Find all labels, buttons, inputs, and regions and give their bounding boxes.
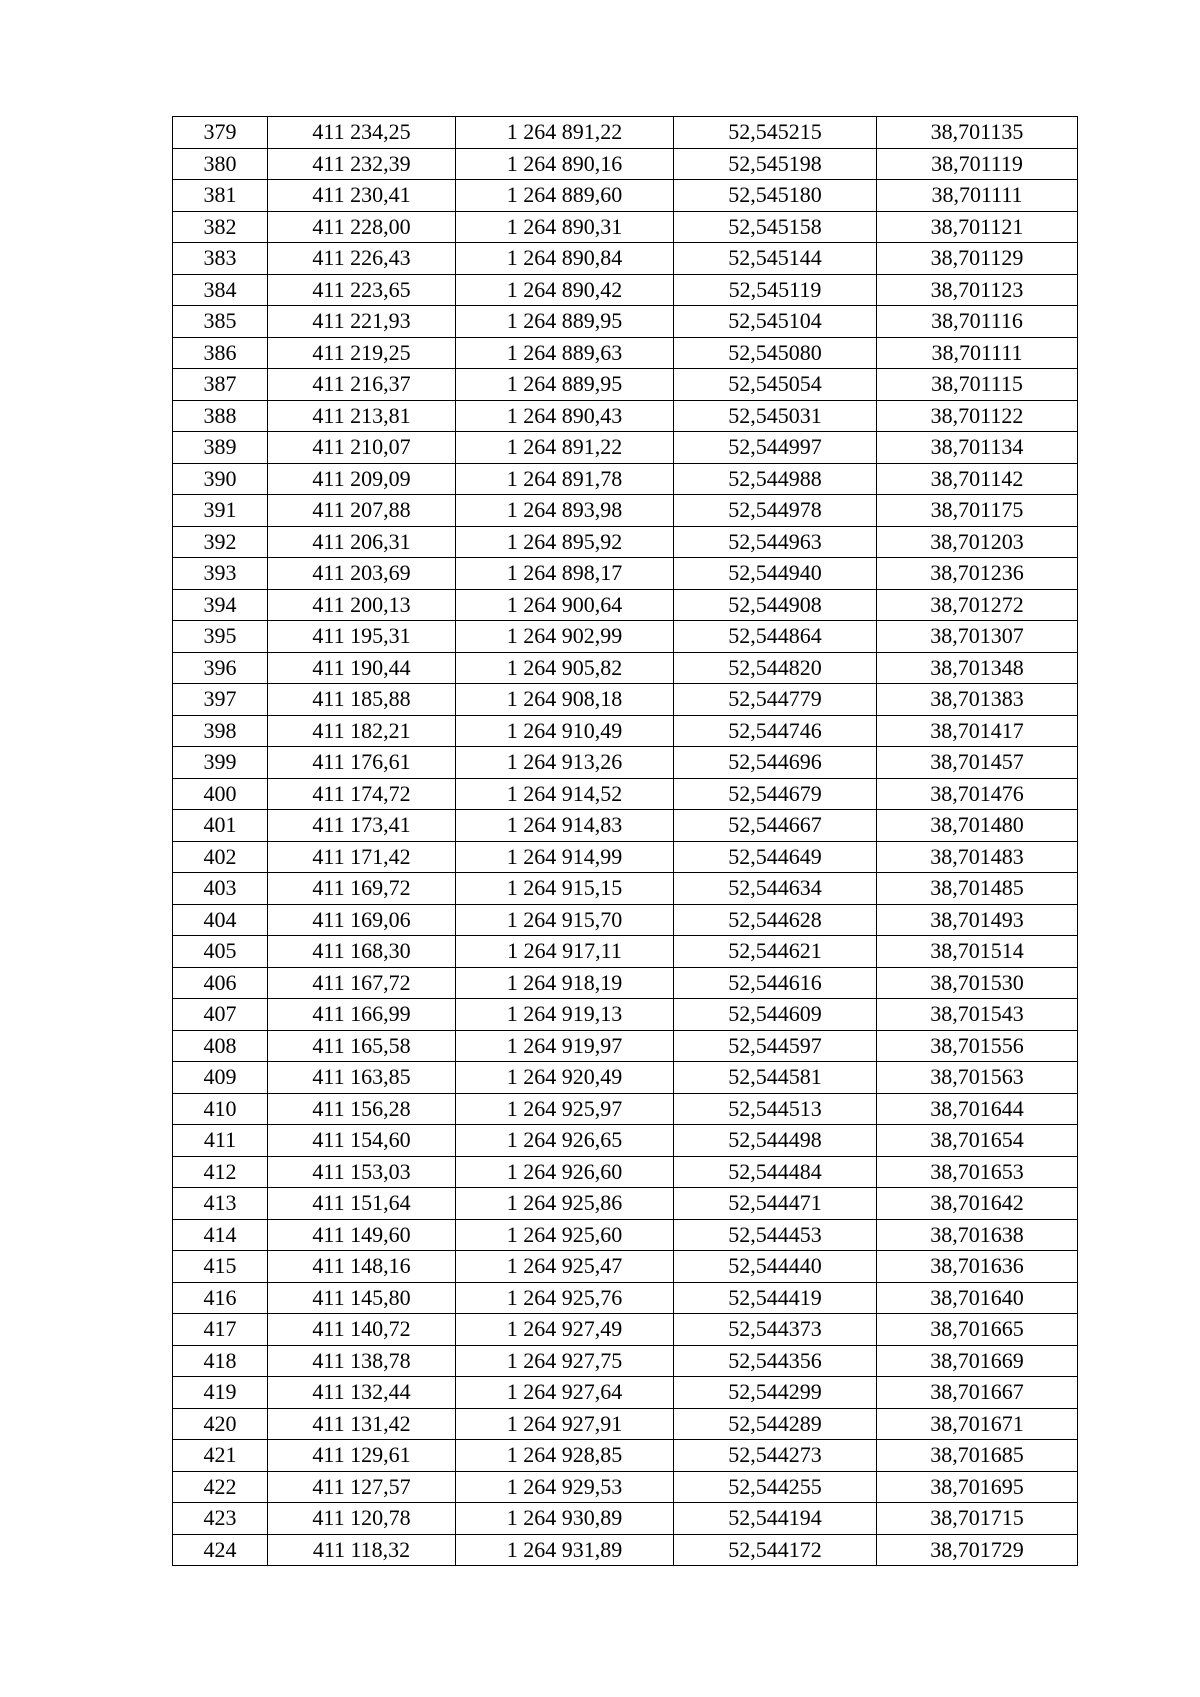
y-coordinate-cell: 1 264 890,31 <box>456 211 674 243</box>
x-coordinate-cell: 411 216,37 <box>268 369 456 401</box>
latitude-cell: 52,544616 <box>674 967 877 999</box>
y-coordinate-cell: 1 264 891,22 <box>456 117 674 149</box>
latitude-cell: 52,545080 <box>674 337 877 369</box>
longitude-cell: 38,701483 <box>877 841 1078 873</box>
y-coordinate-cell: 1 264 925,97 <box>456 1093 674 1125</box>
longitude-cell: 38,701636 <box>877 1251 1078 1283</box>
x-coordinate-cell: 411 149,60 <box>268 1219 456 1251</box>
point-number-cell: 401 <box>173 810 268 842</box>
latitude-cell: 52,545054 <box>674 369 877 401</box>
table-row <box>173 1156 1078 1188</box>
point-number-cell: 390 <box>173 463 268 495</box>
point-number-cell: 398 <box>173 715 268 747</box>
point-number-cell: 385 <box>173 306 268 338</box>
longitude-cell: 38,701116 <box>877 306 1078 338</box>
longitude-cell: 38,701129 <box>877 243 1078 275</box>
longitude-cell: 38,701121 <box>877 211 1078 243</box>
table-row <box>173 652 1078 684</box>
table-row <box>173 747 1078 779</box>
table-row <box>173 1282 1078 1314</box>
point-number-cell: 420 <box>173 1408 268 1440</box>
latitude-cell: 52,544628 <box>674 904 877 936</box>
x-coordinate-cell: 411 120,78 <box>268 1503 456 1535</box>
y-coordinate-cell: 1 264 925,47 <box>456 1251 674 1283</box>
y-coordinate-cell: 1 264 890,42 <box>456 274 674 306</box>
table-row <box>173 1377 1078 1409</box>
x-coordinate-cell: 411 209,09 <box>268 463 456 495</box>
table-row <box>173 274 1078 306</box>
y-coordinate-cell: 1 264 889,60 <box>456 180 674 212</box>
x-coordinate-cell: 411 169,06 <box>268 904 456 936</box>
table-row <box>173 148 1078 180</box>
table-row <box>173 1125 1078 1157</box>
table-row <box>173 1251 1078 1283</box>
point-number-cell: 391 <box>173 495 268 527</box>
latitude-cell: 52,544779 <box>674 684 877 716</box>
longitude-cell: 38,701119 <box>877 148 1078 180</box>
y-coordinate-cell: 1 264 890,84 <box>456 243 674 275</box>
point-number-cell: 382 <box>173 211 268 243</box>
y-coordinate-cell: 1 264 928,85 <box>456 1440 674 1472</box>
x-coordinate-cell: 411 185,88 <box>268 684 456 716</box>
latitude-cell: 52,544453 <box>674 1219 877 1251</box>
y-coordinate-cell: 1 264 927,64 <box>456 1377 674 1409</box>
latitude-cell: 52,544172 <box>674 1534 877 1566</box>
y-coordinate-cell: 1 264 889,95 <box>456 306 674 338</box>
point-number-cell: 417 <box>173 1314 268 1346</box>
table-row <box>173 306 1078 338</box>
latitude-cell: 52,544679 <box>674 778 877 810</box>
table-row <box>173 778 1078 810</box>
point-number-cell: 397 <box>173 684 268 716</box>
table-row <box>173 1219 1078 1251</box>
table-row <box>173 211 1078 243</box>
table-row <box>173 684 1078 716</box>
y-coordinate-cell: 1 264 891,78 <box>456 463 674 495</box>
x-coordinate-cell: 411 140,72 <box>268 1314 456 1346</box>
y-coordinate-cell: 1 264 900,64 <box>456 589 674 621</box>
y-coordinate-cell: 1 264 930,89 <box>456 1503 674 1535</box>
longitude-cell: 38,701135 <box>877 117 1078 149</box>
x-coordinate-cell: 411 228,00 <box>268 211 456 243</box>
latitude-cell: 52,544194 <box>674 1503 877 1535</box>
latitude-cell: 52,544440 <box>674 1251 877 1283</box>
longitude-cell: 38,701142 <box>877 463 1078 495</box>
point-number-cell: 424 <box>173 1534 268 1566</box>
x-coordinate-cell: 411 174,72 <box>268 778 456 810</box>
latitude-cell: 52,544373 <box>674 1314 877 1346</box>
y-coordinate-cell: 1 264 915,15 <box>456 873 674 905</box>
latitude-cell: 52,544356 <box>674 1345 877 1377</box>
latitude-cell: 52,544581 <box>674 1062 877 1094</box>
y-coordinate-cell: 1 264 927,49 <box>456 1314 674 1346</box>
longitude-cell: 38,701123 <box>877 274 1078 306</box>
longitude-cell: 38,701514 <box>877 936 1078 968</box>
x-coordinate-cell: 411 232,39 <box>268 148 456 180</box>
y-coordinate-cell: 1 264 929,53 <box>456 1471 674 1503</box>
point-number-cell: 394 <box>173 589 268 621</box>
y-coordinate-cell: 1 264 925,60 <box>456 1219 674 1251</box>
latitude-cell: 52,544696 <box>674 747 877 779</box>
latitude-cell: 52,544513 <box>674 1093 877 1125</box>
y-coordinate-cell: 1 264 890,43 <box>456 400 674 432</box>
x-coordinate-cell: 411 210,07 <box>268 432 456 464</box>
longitude-cell: 38,701642 <box>877 1188 1078 1220</box>
point-number-cell: 395 <box>173 621 268 653</box>
latitude-cell: 52,544498 <box>674 1125 877 1157</box>
x-coordinate-cell: 411 190,44 <box>268 652 456 684</box>
table-row <box>173 369 1078 401</box>
y-coordinate-cell: 1 264 925,86 <box>456 1188 674 1220</box>
latitude-cell: 52,545104 <box>674 306 877 338</box>
coordinates-table <box>172 116 1078 1566</box>
latitude-cell: 52,544864 <box>674 621 877 653</box>
table-row <box>173 1314 1078 1346</box>
longitude-cell: 38,701671 <box>877 1408 1078 1440</box>
latitude-cell: 52,544609 <box>674 999 877 1031</box>
latitude-cell: 52,544940 <box>674 558 877 590</box>
y-coordinate-cell: 1 264 919,97 <box>456 1030 674 1062</box>
table-row <box>173 589 1078 621</box>
longitude-cell: 38,701493 <box>877 904 1078 936</box>
y-coordinate-cell: 1 264 926,65 <box>456 1125 674 1157</box>
x-coordinate-cell: 411 171,42 <box>268 841 456 873</box>
longitude-cell: 38,701307 <box>877 621 1078 653</box>
table-row <box>173 400 1078 432</box>
point-number-cell: 413 <box>173 1188 268 1220</box>
table-row <box>173 967 1078 999</box>
x-coordinate-cell: 411 132,44 <box>268 1377 456 1409</box>
table-row <box>173 337 1078 369</box>
table-row <box>173 1471 1078 1503</box>
longitude-cell: 38,701530 <box>877 967 1078 999</box>
point-number-cell: 404 <box>173 904 268 936</box>
table-row <box>173 117 1078 149</box>
y-coordinate-cell: 1 264 920,49 <box>456 1062 674 1094</box>
y-coordinate-cell: 1 264 926,60 <box>456 1156 674 1188</box>
latitude-cell: 52,544963 <box>674 526 877 558</box>
x-coordinate-cell: 411 200,13 <box>268 589 456 621</box>
longitude-cell: 38,701457 <box>877 747 1078 779</box>
latitude-cell: 52,544471 <box>674 1188 877 1220</box>
table-row <box>173 1188 1078 1220</box>
x-coordinate-cell: 411 148,16 <box>268 1251 456 1283</box>
point-number-cell: 400 <box>173 778 268 810</box>
point-number-cell: 408 <box>173 1030 268 1062</box>
table-row <box>173 873 1078 905</box>
x-coordinate-cell: 411 151,64 <box>268 1188 456 1220</box>
x-coordinate-cell: 411 219,25 <box>268 337 456 369</box>
table-row <box>173 904 1078 936</box>
longitude-cell: 38,701644 <box>877 1093 1078 1125</box>
longitude-cell: 38,701685 <box>877 1440 1078 1472</box>
latitude-cell: 52,544419 <box>674 1282 877 1314</box>
x-coordinate-cell: 411 173,41 <box>268 810 456 842</box>
latitude-cell: 52,544597 <box>674 1030 877 1062</box>
longitude-cell: 38,701695 <box>877 1471 1078 1503</box>
x-coordinate-cell: 411 131,42 <box>268 1408 456 1440</box>
longitude-cell: 38,701485 <box>877 873 1078 905</box>
x-coordinate-cell: 411 153,03 <box>268 1156 456 1188</box>
point-number-cell: 415 <box>173 1251 268 1283</box>
latitude-cell: 52,545180 <box>674 180 877 212</box>
latitude-cell: 52,544667 <box>674 810 877 842</box>
x-coordinate-cell: 411 118,32 <box>268 1534 456 1566</box>
x-coordinate-cell: 411 226,43 <box>268 243 456 275</box>
table-row <box>173 999 1078 1031</box>
x-coordinate-cell: 411 154,60 <box>268 1125 456 1157</box>
table-row <box>173 180 1078 212</box>
latitude-cell: 52,544289 <box>674 1408 877 1440</box>
x-coordinate-cell: 411 234,25 <box>268 117 456 149</box>
point-number-cell: 381 <box>173 180 268 212</box>
longitude-cell: 38,701476 <box>877 778 1078 810</box>
table-row <box>173 1408 1078 1440</box>
table-row <box>173 495 1078 527</box>
table-row <box>173 1093 1078 1125</box>
latitude-cell: 52,544820 <box>674 652 877 684</box>
point-number-cell: 422 <box>173 1471 268 1503</box>
x-coordinate-cell: 411 127,57 <box>268 1471 456 1503</box>
y-coordinate-cell: 1 264 898,17 <box>456 558 674 590</box>
point-number-cell: 421 <box>173 1440 268 1472</box>
y-coordinate-cell: 1 264 914,99 <box>456 841 674 873</box>
x-coordinate-cell: 411 203,69 <box>268 558 456 590</box>
table-row <box>173 526 1078 558</box>
longitude-cell: 38,701543 <box>877 999 1078 1031</box>
latitude-cell: 52,544988 <box>674 463 877 495</box>
x-coordinate-cell: 411 195,31 <box>268 621 456 653</box>
table-row <box>173 558 1078 590</box>
y-coordinate-cell: 1 264 919,13 <box>456 999 674 1031</box>
y-coordinate-cell: 1 264 891,22 <box>456 432 674 464</box>
y-coordinate-cell: 1 264 893,98 <box>456 495 674 527</box>
point-number-cell: 402 <box>173 841 268 873</box>
table-row <box>173 432 1078 464</box>
point-number-cell: 384 <box>173 274 268 306</box>
table-row <box>173 1062 1078 1094</box>
x-coordinate-cell: 411 138,78 <box>268 1345 456 1377</box>
longitude-cell: 38,701653 <box>877 1156 1078 1188</box>
longitude-cell: 38,701417 <box>877 715 1078 747</box>
coordinates-table-body <box>173 117 1078 1566</box>
x-coordinate-cell: 411 230,41 <box>268 180 456 212</box>
x-coordinate-cell: 411 206,31 <box>268 526 456 558</box>
y-coordinate-cell: 1 264 913,26 <box>456 747 674 779</box>
x-coordinate-cell: 411 213,81 <box>268 400 456 432</box>
x-coordinate-cell: 411 129,61 <box>268 1440 456 1472</box>
y-coordinate-cell: 1 264 889,63 <box>456 337 674 369</box>
longitude-cell: 38,701383 <box>877 684 1078 716</box>
longitude-cell: 38,701715 <box>877 1503 1078 1535</box>
y-coordinate-cell: 1 264 910,49 <box>456 715 674 747</box>
y-coordinate-cell: 1 264 925,76 <box>456 1282 674 1314</box>
longitude-cell: 38,701348 <box>877 652 1078 684</box>
table-row <box>173 936 1078 968</box>
point-number-cell: 423 <box>173 1503 268 1535</box>
point-number-cell: 406 <box>173 967 268 999</box>
longitude-cell: 38,701654 <box>877 1125 1078 1157</box>
point-number-cell: 379 <box>173 117 268 149</box>
latitude-cell: 52,544299 <box>674 1377 877 1409</box>
latitude-cell: 52,545215 <box>674 117 877 149</box>
longitude-cell: 38,701203 <box>877 526 1078 558</box>
point-number-cell: 403 <box>173 873 268 905</box>
x-coordinate-cell: 411 168,30 <box>268 936 456 968</box>
table-row <box>173 243 1078 275</box>
x-coordinate-cell: 411 163,85 <box>268 1062 456 1094</box>
table-row <box>173 1503 1078 1535</box>
y-coordinate-cell: 1 264 914,83 <box>456 810 674 842</box>
latitude-cell: 52,545158 <box>674 211 877 243</box>
y-coordinate-cell: 1 264 917,11 <box>456 936 674 968</box>
point-number-cell: 414 <box>173 1219 268 1251</box>
y-coordinate-cell: 1 264 914,52 <box>456 778 674 810</box>
latitude-cell: 52,544273 <box>674 1440 877 1472</box>
table-row <box>173 1440 1078 1472</box>
latitude-cell: 52,545198 <box>674 148 877 180</box>
x-coordinate-cell: 411 182,21 <box>268 715 456 747</box>
point-number-cell: 392 <box>173 526 268 558</box>
x-coordinate-cell: 411 156,28 <box>268 1093 456 1125</box>
x-coordinate-cell: 411 165,58 <box>268 1030 456 1062</box>
x-coordinate-cell: 411 166,99 <box>268 999 456 1031</box>
latitude-cell: 52,545144 <box>674 243 877 275</box>
y-coordinate-cell: 1 264 931,89 <box>456 1534 674 1566</box>
table-row <box>173 841 1078 873</box>
longitude-cell: 38,701667 <box>877 1377 1078 1409</box>
y-coordinate-cell: 1 264 918,19 <box>456 967 674 999</box>
longitude-cell: 38,701729 <box>877 1534 1078 1566</box>
point-number-cell: 416 <box>173 1282 268 1314</box>
longitude-cell: 38,701272 <box>877 589 1078 621</box>
longitude-cell: 38,701111 <box>877 337 1078 369</box>
table-row <box>173 621 1078 653</box>
x-coordinate-cell: 411 223,65 <box>268 274 456 306</box>
longitude-cell: 38,701669 <box>877 1345 1078 1377</box>
point-number-cell: 410 <box>173 1093 268 1125</box>
table-row <box>173 715 1078 747</box>
point-number-cell: 399 <box>173 747 268 779</box>
point-number-cell: 389 <box>173 432 268 464</box>
point-number-cell: 396 <box>173 652 268 684</box>
longitude-cell: 38,701134 <box>877 432 1078 464</box>
x-coordinate-cell: 411 207,88 <box>268 495 456 527</box>
point-number-cell: 388 <box>173 400 268 432</box>
point-number-cell: 383 <box>173 243 268 275</box>
latitude-cell: 52,544621 <box>674 936 877 968</box>
table-row <box>173 1345 1078 1377</box>
longitude-cell: 38,701556 <box>877 1030 1078 1062</box>
longitude-cell: 38,701111 <box>877 180 1078 212</box>
latitude-cell: 52,544746 <box>674 715 877 747</box>
latitude-cell: 52,544634 <box>674 873 877 905</box>
point-number-cell: 409 <box>173 1062 268 1094</box>
y-coordinate-cell: 1 264 889,95 <box>456 369 674 401</box>
table-row <box>173 1534 1078 1566</box>
latitude-cell: 52,544978 <box>674 495 877 527</box>
longitude-cell: 38,701236 <box>877 558 1078 590</box>
latitude-cell: 52,544908 <box>674 589 877 621</box>
x-coordinate-cell: 411 176,61 <box>268 747 456 779</box>
latitude-cell: 52,544484 <box>674 1156 877 1188</box>
point-number-cell: 411 <box>173 1125 268 1157</box>
x-coordinate-cell: 411 169,72 <box>268 873 456 905</box>
x-coordinate-cell: 411 167,72 <box>268 967 456 999</box>
longitude-cell: 38,701638 <box>877 1219 1078 1251</box>
longitude-cell: 38,701665 <box>877 1314 1078 1346</box>
point-number-cell: 412 <box>173 1156 268 1188</box>
y-coordinate-cell: 1 264 908,18 <box>456 684 674 716</box>
point-number-cell: 419 <box>173 1377 268 1409</box>
y-coordinate-cell: 1 264 902,99 <box>456 621 674 653</box>
latitude-cell: 52,544255 <box>674 1471 877 1503</box>
point-number-cell: 418 <box>173 1345 268 1377</box>
x-coordinate-cell: 411 145,80 <box>268 1282 456 1314</box>
point-number-cell: 393 <box>173 558 268 590</box>
longitude-cell: 38,701640 <box>877 1282 1078 1314</box>
x-coordinate-cell: 411 221,93 <box>268 306 456 338</box>
y-coordinate-cell: 1 264 905,82 <box>456 652 674 684</box>
table-row <box>173 810 1078 842</box>
point-number-cell: 405 <box>173 936 268 968</box>
y-coordinate-cell: 1 264 927,75 <box>456 1345 674 1377</box>
point-number-cell: 380 <box>173 148 268 180</box>
point-number-cell: 407 <box>173 999 268 1031</box>
latitude-cell: 52,545031 <box>674 400 877 432</box>
y-coordinate-cell: 1 264 927,91 <box>456 1408 674 1440</box>
longitude-cell: 38,701563 <box>877 1062 1078 1094</box>
y-coordinate-cell: 1 264 895,92 <box>456 526 674 558</box>
longitude-cell: 38,701480 <box>877 810 1078 842</box>
longitude-cell: 38,701122 <box>877 400 1078 432</box>
latitude-cell: 52,544649 <box>674 841 877 873</box>
latitude-cell: 52,545119 <box>674 274 877 306</box>
latitude-cell: 52,544997 <box>674 432 877 464</box>
longitude-cell: 38,701115 <box>877 369 1078 401</box>
y-coordinate-cell: 1 264 915,70 <box>456 904 674 936</box>
table-row <box>173 1030 1078 1062</box>
point-number-cell: 386 <box>173 337 268 369</box>
y-coordinate-cell: 1 264 890,16 <box>456 148 674 180</box>
table-row <box>173 463 1078 495</box>
longitude-cell: 38,701175 <box>877 495 1078 527</box>
point-number-cell: 387 <box>173 369 268 401</box>
